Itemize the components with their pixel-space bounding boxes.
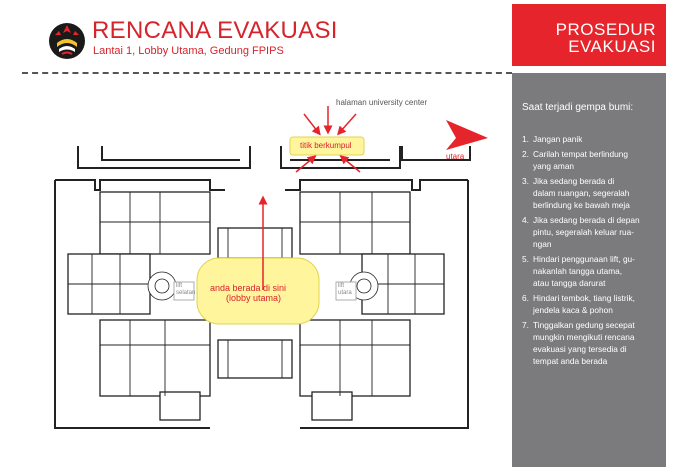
procedure-step — [522, 214, 662, 250]
step-number: 5. — [522, 254, 529, 264]
assembly-point-label: titik berkumpul — [300, 141, 352, 150]
step-text-line: atau tangga darurat — [533, 278, 606, 288]
procedure-step — [522, 292, 662, 316]
you-are-here-label: anda berada di sini — [210, 283, 287, 293]
step-text-line: dalam ruangan, segeralah — [533, 188, 630, 198]
step-text-line: Hindari penggunaan lift, gu- — [533, 254, 635, 264]
step-text-line: Jangan panik — [533, 134, 583, 144]
step-number: 7. — [522, 320, 529, 330]
step-text-line: evakuasi yang tersedia di — [533, 344, 627, 354]
step-text-line: Jika sedang berada di — [533, 176, 615, 186]
page-title: RENCANA EVAKUASI — [92, 17, 338, 44]
step-text — [533, 214, 662, 250]
step-number: 2. — [522, 149, 529, 159]
step-text-line: tempat anda berada — [533, 356, 608, 366]
lobby-label: (lobby utama) — [226, 293, 282, 303]
step-text-line: pintu, segeralah keluar rua- — [533, 227, 635, 237]
step-text — [533, 253, 662, 289]
university-center-label: halaman university center — [336, 98, 428, 107]
procedure-title-line2: EVAKUASI — [568, 37, 656, 56]
north-label: utara — [446, 152, 465, 161]
north-arrow-icon — [446, 120, 488, 150]
procedure-title-line1: PROSEDUR — [555, 20, 656, 39]
step-text-line: jendela kaca & pohon — [533, 305, 613, 315]
step-number: 3. — [522, 176, 529, 186]
procedure-body — [512, 73, 666, 467]
step-text — [533, 292, 662, 316]
step-text-line: berlindung ke bawah meja — [533, 200, 630, 210]
step-text-line: mungkin mengikuti rencana — [533, 332, 635, 342]
step-text-line: ngan — [533, 239, 552, 249]
step-text-line: yang aman — [533, 161, 575, 171]
procedure-header — [512, 4, 666, 66]
step-text — [533, 133, 662, 145]
step-text-line: nakanlah tangga utama, — [533, 266, 623, 276]
step-number: 1. — [522, 134, 529, 144]
procedure-step — [522, 148, 662, 172]
procedure-step — [522, 175, 662, 211]
step-number: 4. — [522, 215, 529, 225]
step-text-line: Jika sedang berada di depan — [533, 215, 640, 225]
procedure-step — [522, 133, 662, 145]
step-text-line: Tinggalkan gedung secepat — [533, 320, 635, 330]
step-text — [533, 175, 662, 211]
lift-south-label: lift selatan — [176, 283, 196, 296]
lift-north-label: lift utara — [338, 283, 352, 296]
step-text — [533, 148, 662, 172]
procedure-step — [522, 319, 662, 367]
step-text-line: Carilah tempat berlindung — [533, 149, 629, 159]
procedure-step — [522, 253, 662, 289]
step-text — [533, 319, 662, 367]
page-subtitle: Lantai 1, Lobby Utama, Gedung FPIPS — [93, 45, 284, 57]
procedure-intro: Saat terjadi gempa bumi: — [522, 102, 634, 113]
step-text-line: Hindari tembok, tiang listrik, — [533, 293, 635, 303]
procedure-steps — [522, 133, 662, 370]
step-number: 6. — [522, 293, 529, 303]
